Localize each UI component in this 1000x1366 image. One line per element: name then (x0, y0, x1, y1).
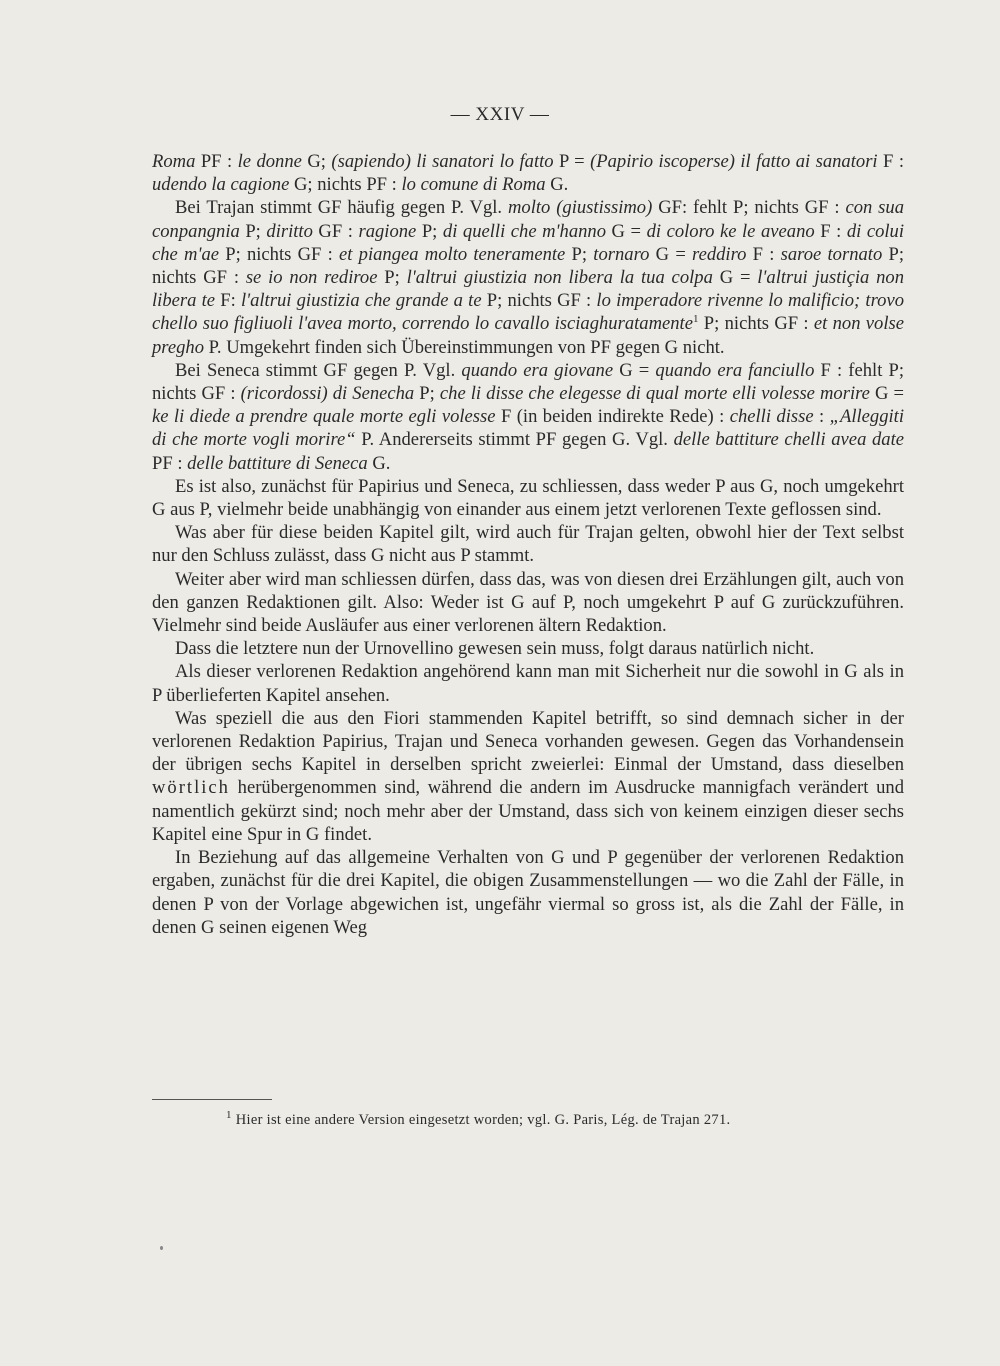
text-run: P; (377, 267, 407, 289)
italic-quote: reddiro (692, 243, 747, 265)
italic-quote: saroe tornato (780, 243, 883, 265)
text-run: GF : (312, 220, 359, 242)
text-run: F : fehlt P; nichts GF : (152, 359, 905, 405)
paragraph (152, 359, 904, 475)
paragraph (152, 846, 904, 939)
italic-quote: l'altrui justiçia non libera te (152, 267, 904, 312)
text-run: G = (606, 220, 647, 242)
text-run: Was speziell die aus den Fiori stammenden Kapitel betrifft, so sind demnach sicher in der verlorenen Redaktion Papirius, Trajan und Seneca vorhanden gewesen. Gegen das Vorhandensein der übrigen sechs Kapitel in derselben spricht zweierlei: Einmal der Umstand, dass dieselben (152, 707, 904, 776)
paragraph (152, 707, 904, 846)
text-run: wörtlich (152, 777, 230, 799)
text-run: P; (414, 383, 440, 405)
italic-quote: l'altrui giustizia che grande a te (240, 290, 482, 312)
italic-quote: quando era giovane (461, 359, 614, 381)
italic-quote: di colui che m'ae (152, 220, 904, 265)
text-run: PF : (152, 452, 188, 474)
italic-quote: con sua conpangnia (152, 197, 905, 242)
italic-quote: diritto (266, 220, 313, 242)
text-run: F (in beiden indirekte Rede) : (495, 406, 730, 428)
paragraph (152, 568, 904, 638)
paragraph (152, 660, 904, 706)
text-run: PF : (195, 151, 238, 172)
italic-quote: lo comune di Roma (401, 174, 546, 196)
text-run: G. (367, 452, 391, 474)
italic-quote: (sapiendo) li sanatori lo fatto (331, 151, 554, 172)
text-run: F : (877, 151, 905, 172)
text-run: P; (565, 243, 594, 265)
text-run: P; nichts GF : (219, 243, 340, 265)
footnote (226, 1111, 926, 1129)
text-run: G; nichts PF : (289, 174, 402, 196)
italic-quote: di quelli che m'hanno (442, 220, 607, 242)
text-run: Weiter aber wird man schliessen dürfen, dass das, was von diesen drei Erzählungen gilt, auch von den ganzen Redaktionen gilt. Also: Weder ist G auf P, noch umgekehrt P auf G zurückzuführen. Vielmehr sind beide Ausläufer aus einer verlorenen ältern Redaktion. (152, 568, 904, 637)
italic-quote: che li disse che elegesse di qual morte elli volesse morire (439, 383, 870, 405)
text-run: G = (649, 243, 693, 265)
text-run: : (813, 406, 830, 428)
paper-speck (160, 1246, 163, 1250)
paragraph (152, 637, 904, 660)
text-run: P; nichts GF : (152, 243, 905, 289)
italic-quote: ke li diede a prendre quale morte egli volesse (152, 406, 496, 428)
italic-quote: di coloro ke le aveano (646, 220, 815, 242)
text-run: G = (712, 267, 758, 289)
italic-quote: udendo la cagione (152, 174, 290, 196)
text-run: P; (239, 220, 267, 242)
text-run: G = (613, 359, 656, 381)
italic-quote: ragione (358, 220, 417, 242)
text-run: Bei Trajan stimmt GF häufig gegen P. Vgl. (175, 197, 508, 219)
paragraph (152, 521, 904, 567)
italic-quote: (ricordossi) di Senecha (240, 383, 415, 405)
text-run: G. (545, 174, 569, 196)
italic-quote: chelli disse (729, 406, 814, 428)
italic-quote: se io non rediroe (245, 267, 378, 289)
footnote-divider (152, 1099, 272, 1100)
text-run: GF: fehlt P; nichts GF : (652, 197, 846, 219)
italic-quote: le donne (237, 151, 302, 172)
text-run: P. Andererseits stimmt PF gegen G. Vgl. (355, 429, 674, 451)
italic-quote: molto (giustissimo) (507, 197, 653, 219)
text-run: P; nichts GF : (698, 313, 814, 335)
text-run: Als dieser verlorenen Redaktion angehörend kann man mit Sicherheit nur die sowohl in G als in P überlieferten Kapitel ansehen. (152, 661, 904, 706)
text-run: Was aber für diese beiden Kapitel gilt, wird auch für Trajan gelten, obwohl hier der Text selbst nur den Schluss zulässt, dass G nicht aus P stammt. (152, 522, 904, 567)
text-run: P = (553, 151, 591, 172)
body-text (152, 150, 904, 939)
italic-quote: lo imperadore rivenne lo malificio; trovo chello suo figliuoli l'avea morto, correndo lo cavallo isciaghuratamente (152, 290, 904, 335)
italic-quote: „Alleggiti di che morte vogli morire“ (152, 406, 905, 451)
italic-quote: tornaro (593, 243, 650, 265)
text-run: G = (869, 383, 904, 405)
text-run: Bei Seneca stimmt GF gegen P. Vgl. (175, 359, 462, 381)
text-run: Dass die letztere nun der Urnovellino gewesen sein muss, folgt daraus natürlich nicht. (175, 638, 815, 660)
italic-quote: delle battiture di Seneca (187, 452, 368, 474)
text-run: G; (301, 151, 332, 172)
italic-quote: (Papirio iscoperse) il fatto ai sanatori (590, 151, 878, 172)
text-run: In Beziehung auf das allgemeine Verhalten von G und P gegenüber der verlorenen Redaktion ergaben, zunächst für die drei Kapitel, die obigen Zusammenstellungen — wo die Zahl der Fälle, in denen P von der Vorlage abgewichen ist, ungefähr viermal so gross ist, als die Zahl der Fälle, in denen G seinen eigenen Weg (152, 847, 904, 938)
footnote-marker: 1 (226, 1109, 232, 1122)
italic-quote: et piangea molto teneramente (339, 243, 566, 265)
text-run: P; nichts GF : (481, 290, 597, 312)
text-run: F: (215, 290, 241, 312)
text-run: P. Umgekehrt finden sich Übereinstimmungen von PF gegen G nicht. (204, 336, 725, 358)
text-run: P; (416, 220, 443, 242)
italic-quote: Roma (152, 151, 196, 172)
italic-quote: delle battiture chelli avea date (673, 429, 905, 451)
text-run: Es ist also, zunächst für Papirius und Seneca, zu schliessen, dass weder P aus G, noch umgekehrt G aus P, vielmehr beide unabhängig von einander aus einem jetzt verlorenen Texte geflossen sind. (152, 475, 904, 521)
text-run: F : (746, 243, 781, 265)
text-run: herübergenommen sind, während die andern im Ausdrucke mannigfach verändert und namentlich gekürzt sind; noch mehr aber der Umstand, dass sich von keinem einzigen dieser sechs Kapitel eine Spur in G findet. (152, 777, 904, 845)
paragraph (152, 475, 904, 521)
italic-quote: l'altrui giustizia non libera la tua colpa (406, 267, 713, 289)
paragraph (152, 150, 904, 196)
italic-quote: quando era fanciullo (655, 359, 815, 381)
footnote-reference: 1 (692, 313, 699, 326)
paragraph (152, 196, 904, 358)
footnote-text: Hier ist eine andere Version eingesetzt worden; vgl. G. Paris, Lég. de Trajan 271. (235, 1112, 731, 1128)
italic-quote: et non volse pregho (152, 313, 905, 358)
text-run: F : (814, 220, 847, 242)
page-number-header: — XXIV — (450, 104, 550, 125)
